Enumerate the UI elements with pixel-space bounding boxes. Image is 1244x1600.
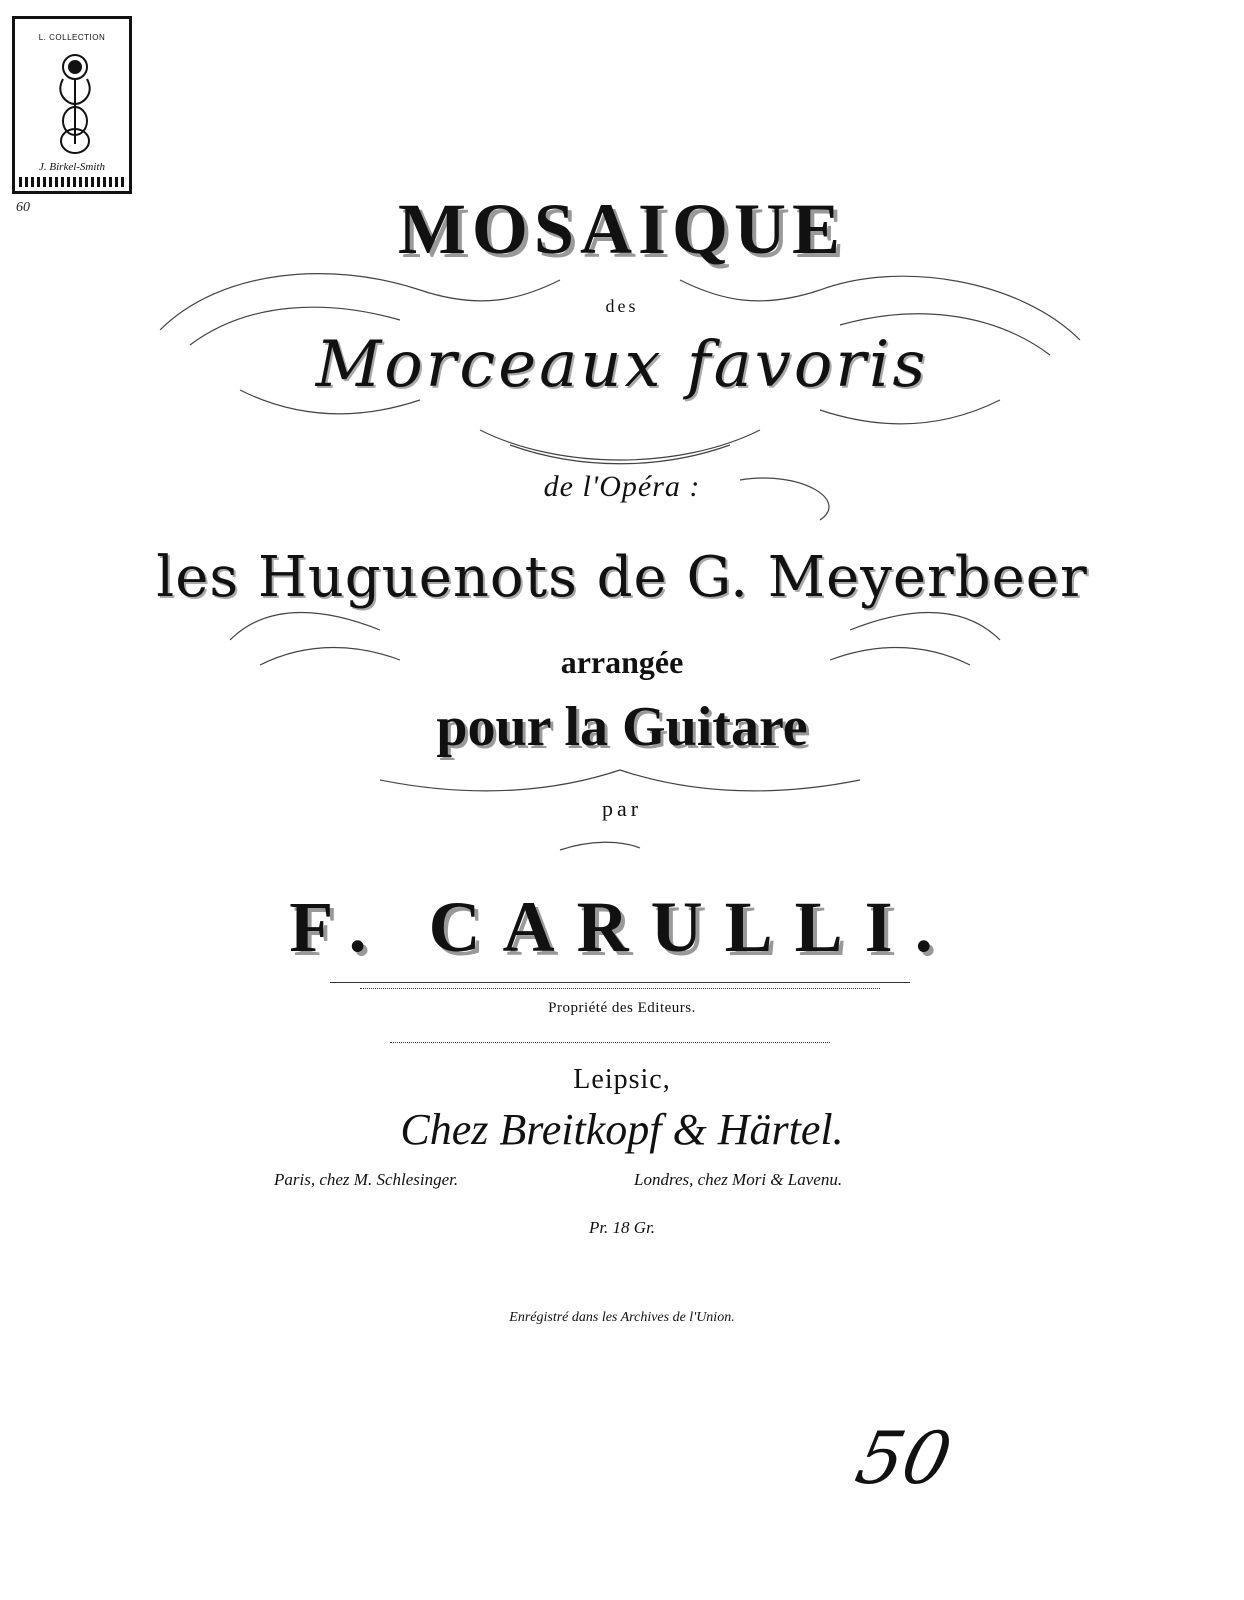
divider-rule-lower [390,1042,830,1043]
handwritten-number: 50 [849,1416,959,1500]
page-title: MOSAIQUE [397,189,847,269]
stamp-signature: J. Birkel-Smith [39,161,105,173]
arranged-label: arrangée [560,644,684,680]
paris-agent: Paris, chez M. Schlesinger. [274,1170,459,1189]
publisher-name: Chez Breitkopf & Härtel. [400,1105,844,1154]
title-connector-des: des [605,296,639,316]
publisher-city: Leipsic, [573,1064,671,1095]
divider-rule [330,982,910,983]
subtitle-morceaux: Morceaux favoris [315,328,929,402]
shelf-number: 60 [16,200,30,215]
property-notice: Propriété des Editeurs. [548,1000,696,1016]
composer-name: F. CARULLI. [289,887,955,967]
subtitle-opera: de l'Opéra : [543,470,701,503]
stamp-top-text: L. COLLECTION [38,33,106,42]
london-agent: Londres, chez Mori & Lavenu. [634,1170,843,1189]
divider-rule-dotted [360,988,880,989]
lyre-guitar-icon [45,49,105,159]
stamp-greek-border [19,177,125,187]
price: Pr. 18 Gr. [588,1218,656,1237]
opera-name: les Huguenots de G. Meyerbeer [156,545,1088,610]
registration-note: Enrégistré dans les Archives de l'Union. [509,1310,735,1325]
collection-stamp [12,16,132,194]
instrument-label: pour la Guitare [436,696,808,758]
by-label: par [601,796,643,821]
